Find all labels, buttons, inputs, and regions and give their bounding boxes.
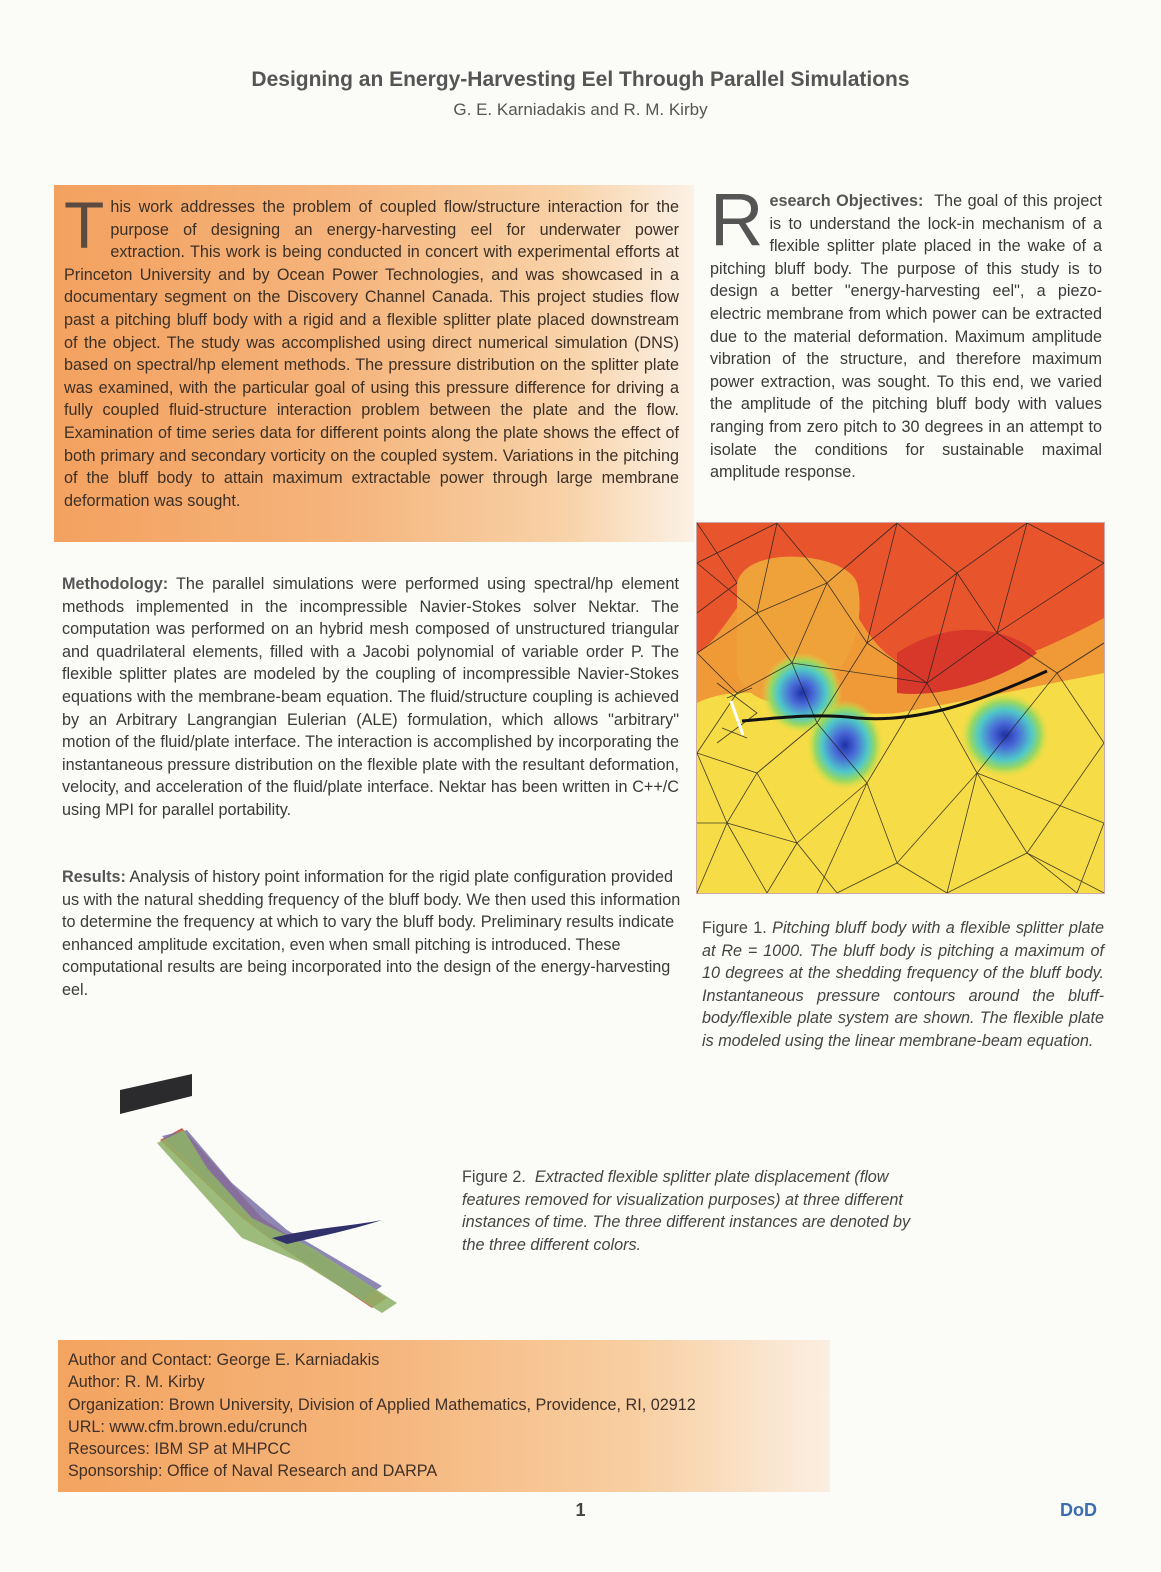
objectives-text: The goal of this project is to understand the lock-in mechanism of a flexible splitter plate placed in the wake of a pitching bluff body. The purpose of this study is to design a better "energy-harvesting eel", a piezo-electric membrane from which power can be extracted due to the material deformation. Maximum amplitude vibration of the structure, and therefore maximum power extraction, was sought. To this end, we varied the amplitude of the pitching bluff body with values ranging from zero pitch to 30 degrees in an attempt to isolate the conditions for sustainable maximal amplitude response.	[710, 192, 1102, 482]
research-objectives	[710, 178, 1102, 484]
methodology-section	[62, 573, 679, 822]
page-title: Designing an Energy-Harvesting Eel Through Parallel Simulations	[251, 68, 910, 91]
vortex-3	[961, 693, 1049, 777]
methodology-heading: Methodology:	[62, 575, 169, 593]
figure-1-pressure-contours	[696, 522, 1105, 894]
methodology-text: The parallel simulations were performed using spectral/hp element methods implemented in the incompressible Navier-Stokes solver Nektar. The computation was performed on an hybrid mesh composed of unstructured triangular and quadrilateral elements, filled with a Jacobi polynomial of variable order P. The flexible splitter plates are modeled by the coupling of incompressible Navier-Stokes equations with the membrane-beam equation. The fluid/structure coupling is achieved by an Arbitrary Langrangian Eulerian (ALE) formulation, which allows "arbitrary" motion of the fluid/plate interface. The interaction is accomplished by incorporating the instantaneous pressure distribution on the flexible plate with the resultant deformation, velocity, and acceleration of the fluid/plate interface. Nektar has been written in C++/C using MPI for parallel portability.	[62, 575, 679, 819]
page-number: 1	[575, 1500, 586, 1520]
figure-1-label: Figure 1.	[702, 919, 767, 937]
contact-organization: Organization: Brown University, Division of Applied Mathematics, Providence, RI, 02912	[68, 1395, 696, 1414]
contact-lines	[68, 1349, 696, 1483]
abstract-dropcap: T	[64, 188, 105, 262]
abstract-text-block	[64, 188, 679, 512]
vortex-2	[807, 700, 883, 790]
figure-1-caption-text: Pitching bluff body with a flexible splitter plate at Re = 1000. The bluff body is pitching a maximum of 10 degrees at the shedding frequency of the bluff body. Instantaneous pressure contours around the bluff-body/flexible plate system are shown. The flexible plate is modeled using the linear membrane-beam equation.	[702, 919, 1104, 1050]
abstract-box	[54, 185, 694, 542]
authors: G. E. Karniadakis and R. M. Kirby	[453, 100, 708, 119]
contact-resources: Resources: IBM SP at MHPCC	[68, 1440, 291, 1459]
abstract-text: his work addresses the problem of coupled flow/structure interaction for the purpose of designing an energy-harvesting eel for underwater power extraction. This work is being conducted in concert with experimental efforts at Princeton University and by Ocean Power Technologies, and was showcased in a documentary segment on the Discovery Channel Canada. This project studies flow past a pitching bluff body with a rigid and a flexible splitter plate placed downstream of the object. The study was accomplished using direct numerical simulation (DNS) based on spectral/hp element methods. The pressure distribution on the splitter plate was examined, with the particular goal of using this pressure difference for driving a fully coupled fluid-structure interaction problem between the plate and the flow. Examination of time series data for different points along the plate shows the effect of both primary and secondary vorticity on the coupled system. Variations in the pitching of the bluff body to attain maximum extractable power through large membrane deformation was sought.	[64, 198, 679, 510]
objectives-heading: esearch Objectives:	[769, 192, 924, 210]
contact-coauthor: Author: R. M. Kirby	[68, 1373, 205, 1392]
figure-1-caption	[702, 917, 1104, 1052]
objectives-dropcap: R	[710, 178, 764, 261]
results-text: Analysis of history point information for the rigid plate configuration provided us with the natural shedding frequency of the bluff body. We then used this information to determine the frequency at which to vary the bluff body. Preliminary results indicate enhanced amplitude excitation, even when small pitching is introduced. These computational results are being incorporated into the design of the energy-harvesting eel.	[62, 868, 681, 999]
contact-sponsorship: Sponsorship: Office of Naval Research and DARPA	[68, 1462, 438, 1481]
figure-2-caption	[462, 1166, 937, 1256]
contact-box	[58, 1340, 830, 1492]
bluff-body-block	[120, 1074, 192, 1114]
figure-2-label: Figure 2.	[462, 1168, 526, 1186]
pressure-contour-plot	[697, 523, 1104, 893]
results-section	[62, 866, 684, 1002]
contact-url: URL: www.cfm.brown.edu/crunch	[68, 1417, 308, 1436]
plate-displacement-render	[112, 1068, 412, 1328]
figure-2-caption-text: Extracted flexible splitter plate displacement (flow features removed for visualization purposes) at three different instances of time. The three different instances are denoted by the three different colors.	[462, 1168, 911, 1254]
results-heading: Results:	[62, 868, 126, 886]
agency-label: DoD	[1060, 1500, 1097, 1520]
figure-2-plate-displacement	[112, 1068, 412, 1328]
contact-author: Author and Contact: George E. Karniadakis	[68, 1351, 380, 1369]
